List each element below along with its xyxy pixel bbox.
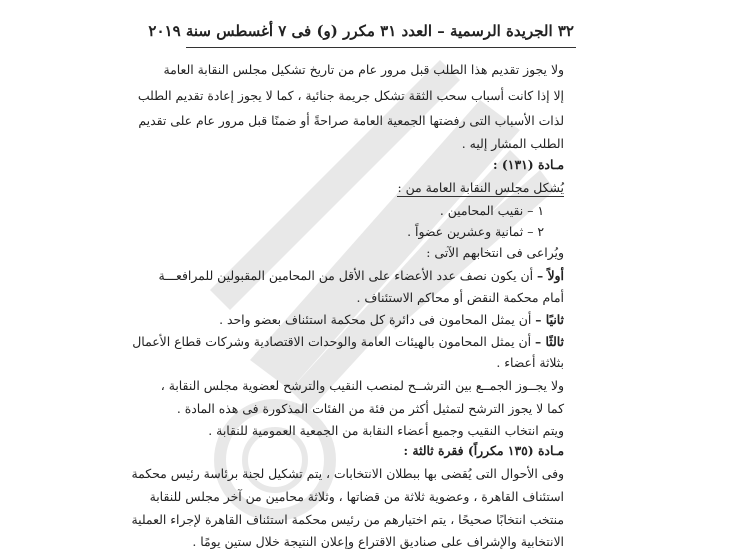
body-line: كما لا يجوز الترشح لتمثيل أكثر من فئة من الفئات المذكورة فى هذه المادة . (176, 401, 564, 416)
condition-line (219, 312, 564, 328)
condition-text: أن يمثل المحامون فى دائرة كل محكمة استئناف بعضو واحد . (219, 312, 532, 327)
condition-text: أن يكون نصف عدد الأعضاء على الأقل من المحامين المقبولين للمرافعـــة (158, 268, 534, 283)
condition-lead: أولاً – (536, 268, 564, 283)
body-line: الانتخابية والإشراف على صناديق الاقتراع وإعلان النتيجة خلال ستين يومًا . (192, 534, 564, 549)
body-line: استئناف القاهرة ، وعضوية ثلاثة من قضاتها ، وثلاثة محامين من آخر مجلس للنقابة (149, 489, 564, 504)
body-line: ولا يجــوز الجمــع بين الترشــح لمنصب النقيب والترشح لعضوية مجلس النقابة ، (160, 378, 564, 393)
article-intro (397, 180, 564, 196)
condition-line (158, 268, 564, 284)
body-line: ولا يجوز تقديم هذا الطلب قبل مرور عام من تاريخ تشكيل مجلس النقابة العامة (163, 62, 564, 77)
body-line: بثلاثة أعضاء . (496, 355, 564, 370)
body-line: أمام محكمة النقض أو محاكم الاستئناف . (356, 290, 564, 305)
body-line: وفى الأحوال التى يُقضى بها ببطلان الانتخابات ، يتم تشكيل لجنة برئاسة رئيس محكمة (131, 466, 564, 481)
article-intro-text: يُشكل مجلس النقابة العامة من : (397, 180, 564, 195)
body-line: ويُراعى فى انتخابهم الآتى : (426, 245, 564, 260)
page-header: ٣٢ الجريدة الرسمية – العدد ٣١ مكرر (و) فى ٧ أغسطس سنة ٢٠١٩ (148, 22, 574, 40)
condition-lead: ثالثًا – (534, 334, 564, 349)
article-heading: مـادة (١٣٥ مكرراً) فقرة ثالثة : (403, 443, 564, 458)
body-line: لذات الأسباب التى رفضتها الجمعية العامة صراحةً أو ضمنًا قبل مرور عام على تقديم (138, 113, 564, 128)
header-rule (186, 47, 576, 48)
list-item: ٢ – ثمانية وعشرين عضواً . (407, 224, 544, 239)
body-line: الطلب المشار إليه . (461, 136, 564, 151)
condition-line (132, 334, 564, 350)
body-line: ويتم انتخاب النقيب وجميع أعضاء النقابة من الجمعية العمومية للنقابة . (208, 423, 564, 438)
body-line: منتخب انتخابًا صحيحًا ، يتم اختيارهم من رئيس محكمة استئناف القاهرة لإجراء العملية (131, 512, 564, 527)
condition-lead: ثانيًا – (535, 312, 564, 327)
body-line: إلا إذا كانت أسباب سحب الثقة تشكل جريمة جنائية ، كما لا يجوز إعادة تقديم الطلب (137, 88, 564, 103)
condition-text: أن يمثل المحامون بالهيئات العامة والوحدات الاقتصادية وشركات قطاع الأعمال (132, 334, 532, 349)
article-heading: مـادة (١٣١) : (493, 157, 564, 172)
list-item: ١ – نقيب المحامين . (439, 203, 544, 218)
